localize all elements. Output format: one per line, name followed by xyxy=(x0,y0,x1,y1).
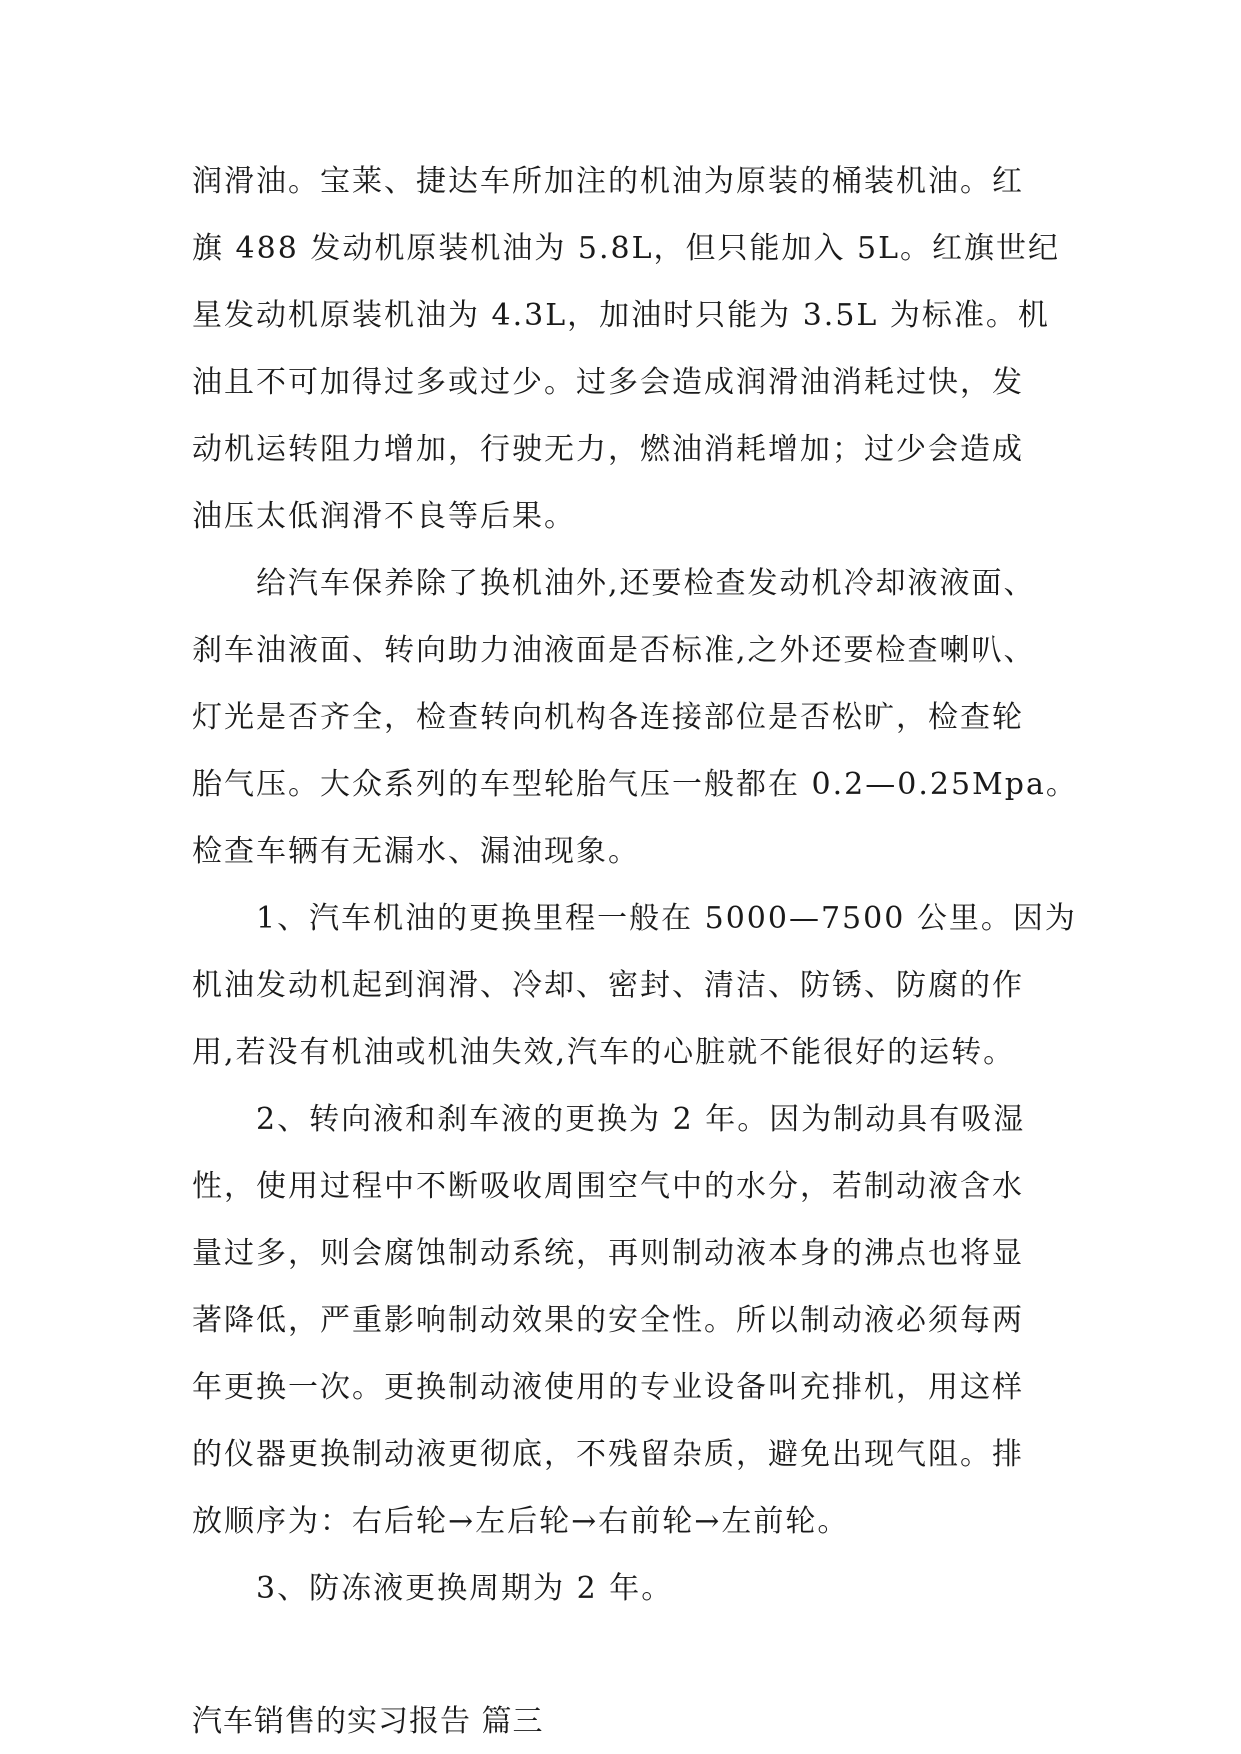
text-line: 灯光是否齐全，检查转向机构各连接部位是否松旷，检查轮 xyxy=(192,700,1024,735)
text-line: 1、汽车机油的更换里程一般在 5000—7500 公里。因为 xyxy=(192,901,1077,936)
text-line: 润滑油。宝莱、捷达车所加注的机油为原装的桶装机油。红 xyxy=(192,164,1024,199)
text-line: 动机运转阻力增加，行驶无力，燃油消耗增加；过少会造成 xyxy=(192,432,1024,467)
text-line: 胎气压。大众系列的车型轮胎气压一般都在 0.2—0.25Mpa。 xyxy=(192,767,1078,802)
text-line: 3、防冻液更换周期为 2 年。 xyxy=(192,1571,674,1606)
section-title: 汽车销售的实习报告 篇三 xyxy=(192,1704,544,1739)
text-line: 性，使用过程中不断吸收周围空气中的水分，若制动液含水 xyxy=(192,1169,1024,1204)
text-line: 年更换一次。更换制动液使用的专业设备叫充排机，用这样 xyxy=(192,1370,1024,1405)
text-line: 检查车辆有无漏水、漏油现象。 xyxy=(192,834,640,869)
text-line: 旗 488 发动机原装机油为 5.8L，但只能加入 5L。红旗世纪 xyxy=(192,231,1061,266)
text-line: 机油发动机起到润滑、冷却、密封、清洁、防锈、防腐的作 xyxy=(192,968,1024,1003)
text-line: 的仪器更换制动液更彻底，不残留杂质，避免出现气阻。排 xyxy=(192,1437,1024,1472)
text-line: 刹车油液面、转向助力油液面是否标准,之外还要检查喇叭、 xyxy=(192,633,1036,668)
text-line: 用,若没有机油或机油失效,汽车的心脏就不能很好的运转。 xyxy=(192,1035,1016,1070)
text-line: 星发动机原装机油为 4.3L，加油时只能为 3.5L 为标准。机 xyxy=(192,298,1050,333)
text-line: 给汽车保养除了换机油外,还要检查发动机冷却液液面、 xyxy=(192,566,1036,601)
text-line: 量过多，则会腐蚀制动系统，再则制动液本身的沸点也将显 xyxy=(192,1236,1024,1271)
text-line: 油压太低润滑不良等后果。 xyxy=(192,499,576,534)
text-line: 油且不可加得过多或过少。过多会造成润滑油消耗过快，发 xyxy=(192,365,1024,400)
text-line: 著降低，严重影响制动效果的安全性。所以制动液必须每两 xyxy=(192,1303,1024,1338)
text-line: 放顺序为：右后轮→左后轮→右前轮→左前轮。 xyxy=(192,1504,850,1539)
text-line: 2、转向液和刹车液的更换为 2 年。因为制动具有吸湿 xyxy=(192,1102,1026,1137)
